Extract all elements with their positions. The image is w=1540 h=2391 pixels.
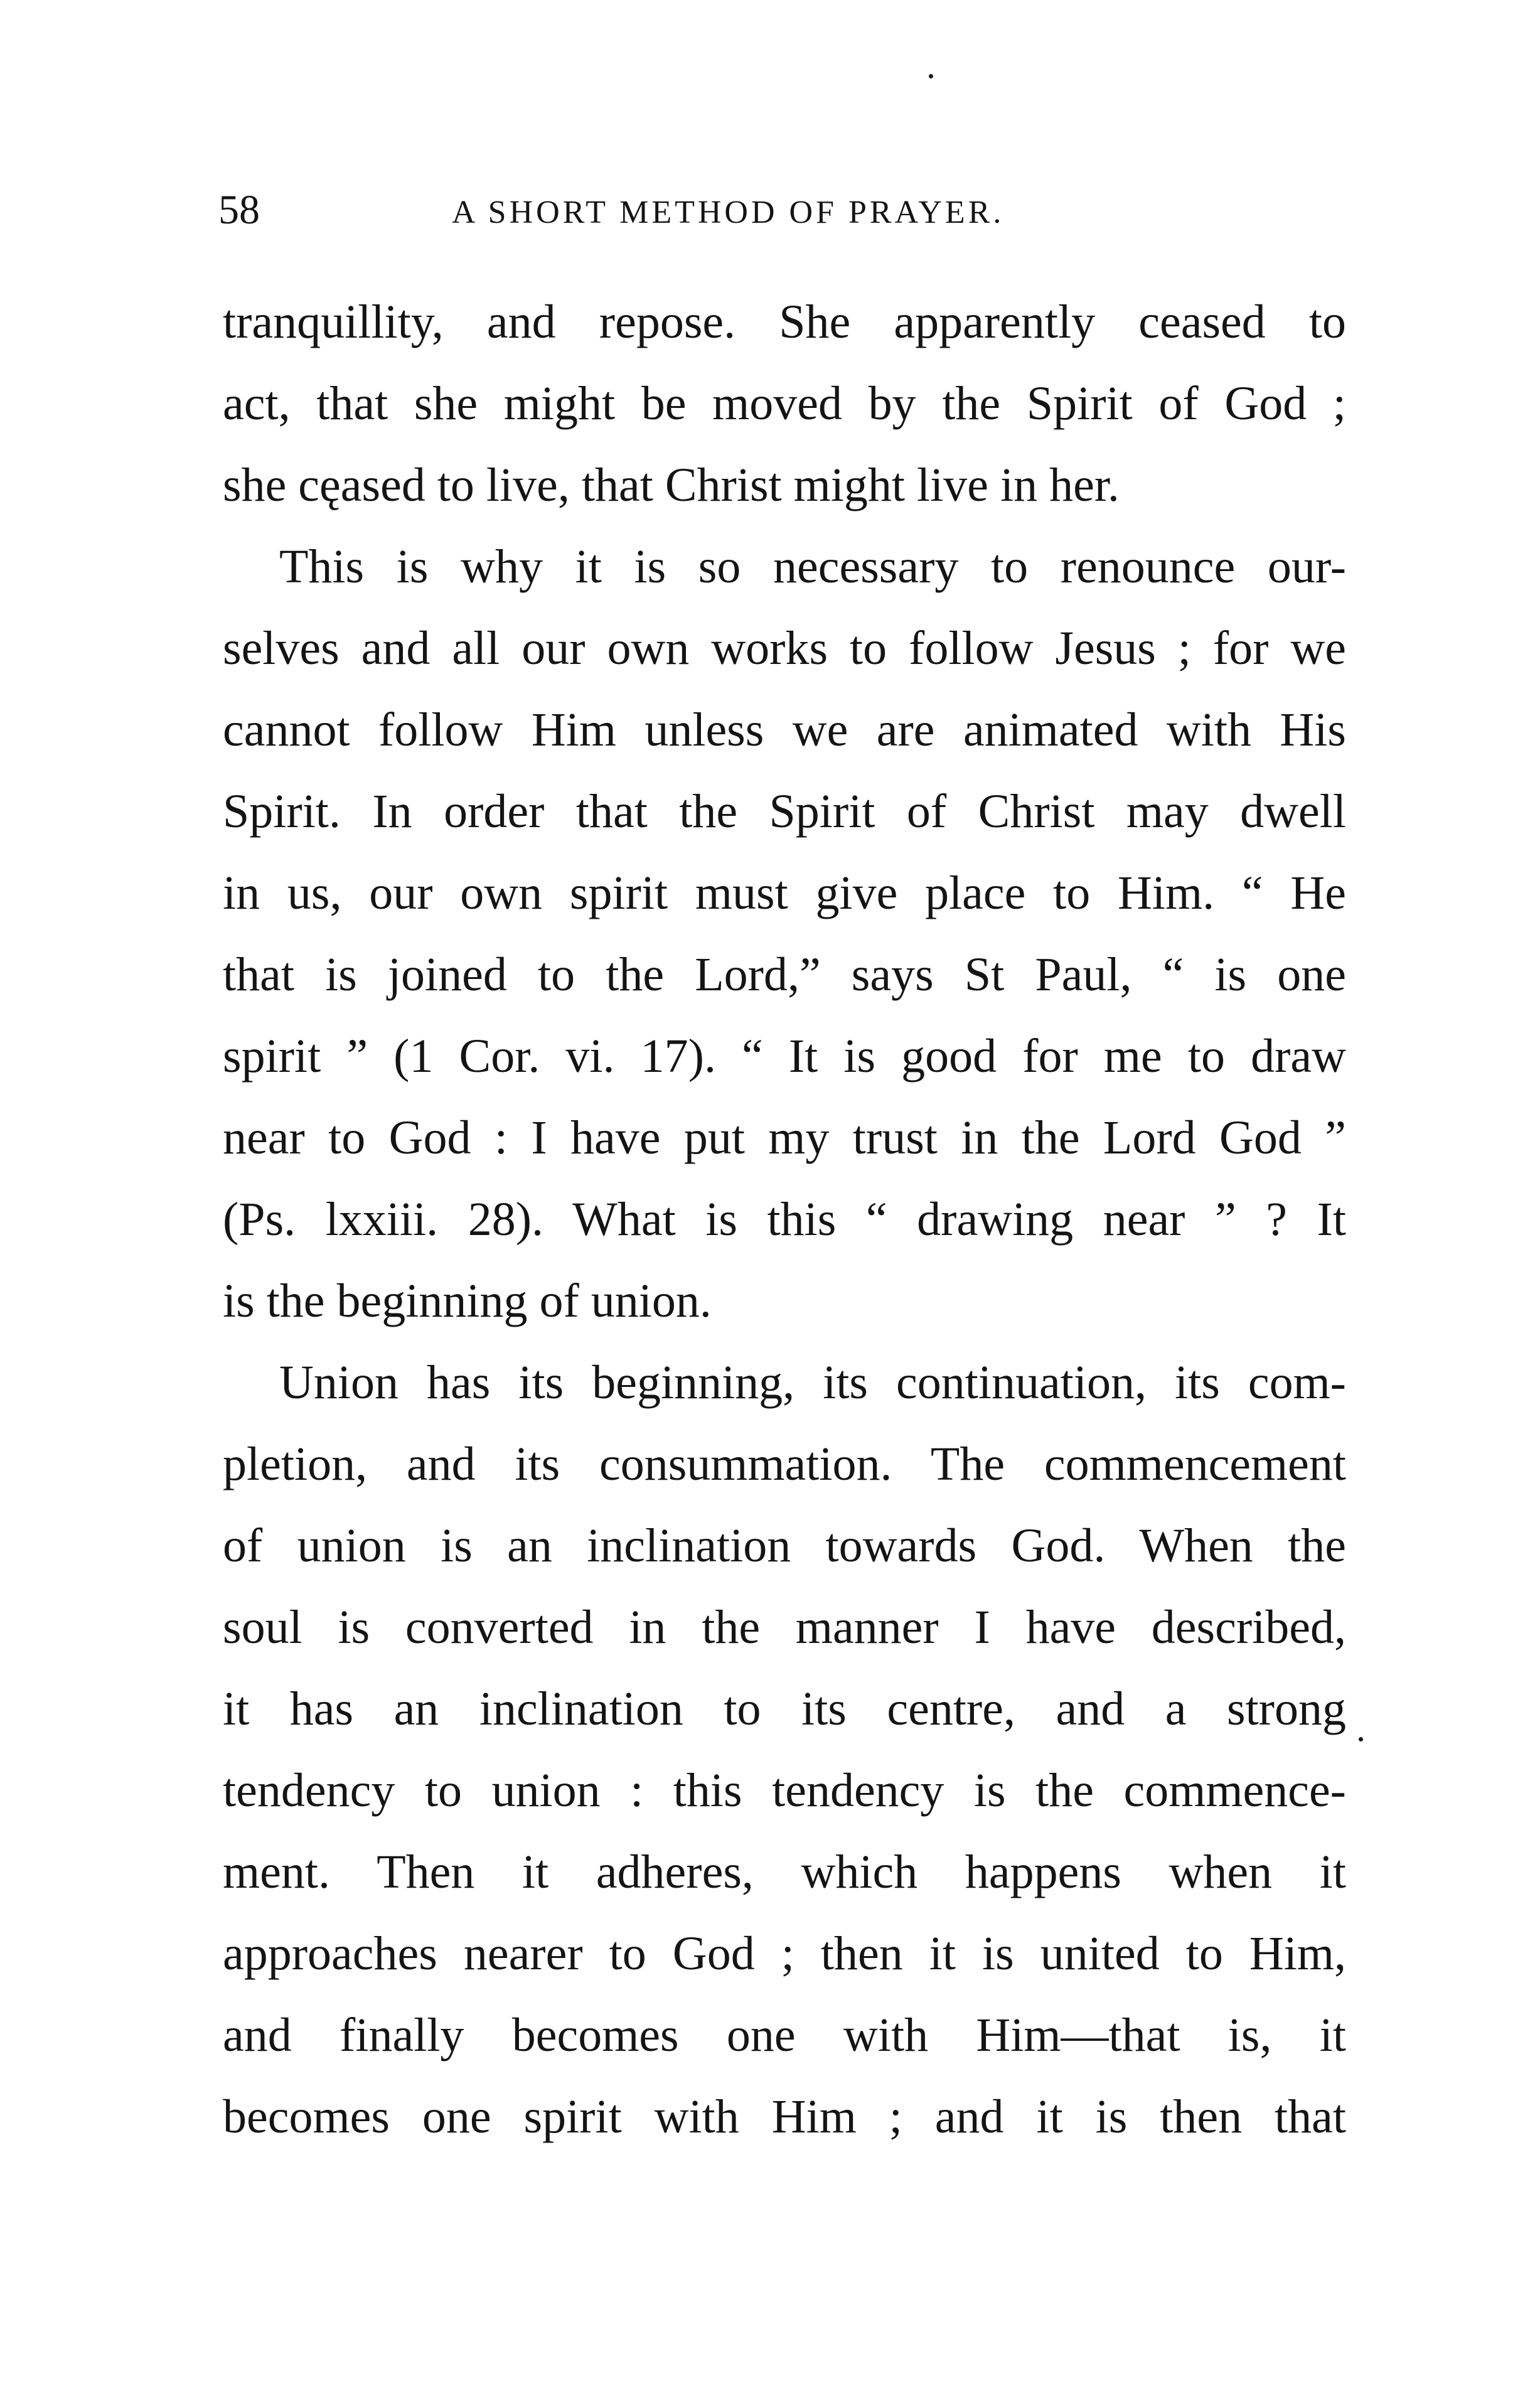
text-line: tendency to union : this tendency is the commence- [223, 1764, 1346, 1817]
ink-speck [1359, 1737, 1363, 1741]
text-line: she cęased to live, that Christ might live in her. [223, 459, 1120, 511]
text-line: ment. Then it adheres, which happens when it [223, 1846, 1346, 1898]
text-line: in us, our own spirit must give place to Him. “ He [223, 867, 1346, 919]
text-line: act, that she might be moved by the Spirit of God ; [223, 377, 1346, 430]
text-line: pletion, and its consummation. The commencement [223, 1438, 1346, 1490]
body-text [223, 281, 1346, 2158]
text-line: becomes one spirit with Him ; and it is then that [223, 2090, 1346, 2143]
text-line: it has an inclination to its centre, and a strong [223, 1682, 1346, 1735]
text-line: that is joined to the Lord,” says St Paul, “ is one [223, 948, 1346, 1001]
page-number: 58 [218, 187, 260, 233]
text-line: spirit ” (1 Cor. vi. 17). “ It is good for me to draw [223, 1030, 1346, 1083]
text-line: tranquillity, and repose. She apparently ceased to [223, 296, 1346, 348]
running-title: A SHORT METHOD OF PRAYER. [452, 195, 1005, 230]
text-line: of union is an inclination towards God. When the [223, 1519, 1346, 1572]
text-line: Spirit. In order that the Spirit of Christ may dwell [223, 785, 1346, 838]
ink-speck [929, 74, 933, 78]
text-line: and finally becomes one with Him—that is, it [223, 2009, 1346, 2062]
paragraph-first-line: This is why it is so necessary to renounce our- [279, 540, 1346, 593]
text-line: selves and all our own works to follow Jesus ; for we [223, 622, 1346, 675]
text-line: approaches nearer to God ; then it is united to Him, [223, 1927, 1346, 1980]
text-line: cannot follow Him unless we are animated with His [223, 703, 1346, 756]
text-line: (Ps. lxxiii. 28). What is this “ drawing near ” ? It [223, 1193, 1346, 1246]
paragraph-first-line: Union has its beginning, its continuation, its com- [279, 1356, 1346, 1409]
text-line: is the beginning of union. [223, 1275, 712, 1327]
text-line: soul is converted in the manner I have described, [223, 1601, 1346, 1654]
text-line: near to God : I have put my trust in the Lord God ” [223, 1111, 1346, 1164]
page-header [218, 182, 1348, 251]
